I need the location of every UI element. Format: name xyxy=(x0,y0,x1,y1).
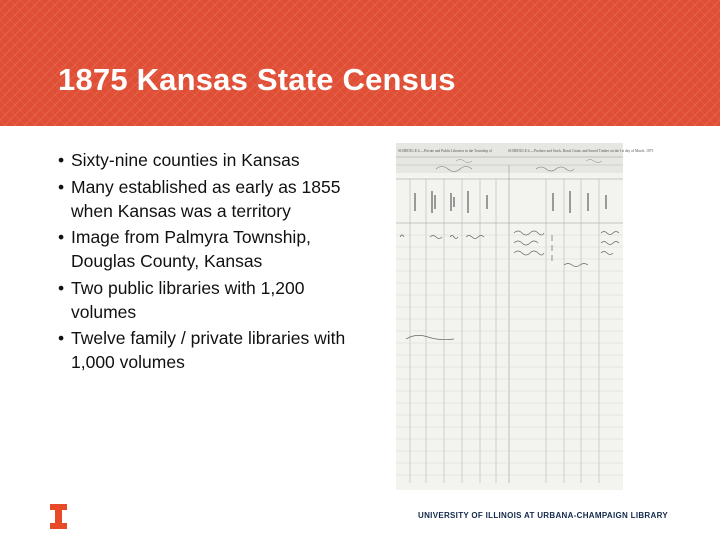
bullet-item: • Many established as early as 1855 when Kansas was a territory xyxy=(58,175,358,223)
census-document-image xyxy=(396,143,654,490)
bullet-item: • Sixty-nine counties in Kansas xyxy=(58,148,358,172)
bullet-item: • Two public libraries with 1,200 volumes xyxy=(58,276,358,324)
census-header-left: SCHEDULE 6.—Private and Public Libraries in the Township of xyxy=(398,149,493,153)
census-header-right: SCHEDULE 6.—Produce and Stock, Bond, Grain, and Sawed Timber on the 1st day of March, 1875 xyxy=(508,149,654,153)
footer-library: LIBRARY xyxy=(630,511,668,520)
title-banner xyxy=(0,0,720,126)
bullet-item: • Image from Palmyra Township, Douglas County, Kansas xyxy=(58,225,358,273)
census-page-drawing xyxy=(396,143,654,490)
bullet-list xyxy=(58,148,358,377)
block-i-logo-icon xyxy=(50,504,67,529)
bullet-item: • Twelve family / private libraries with 1,000 volumes xyxy=(58,326,358,374)
footer-institution: UNIVERSITY OF ILLINOIS AT URBANA-CHAMPAIGN xyxy=(418,511,629,520)
slide-title: 1875 Kansas State Census xyxy=(58,62,456,97)
footer-branding xyxy=(418,511,668,520)
